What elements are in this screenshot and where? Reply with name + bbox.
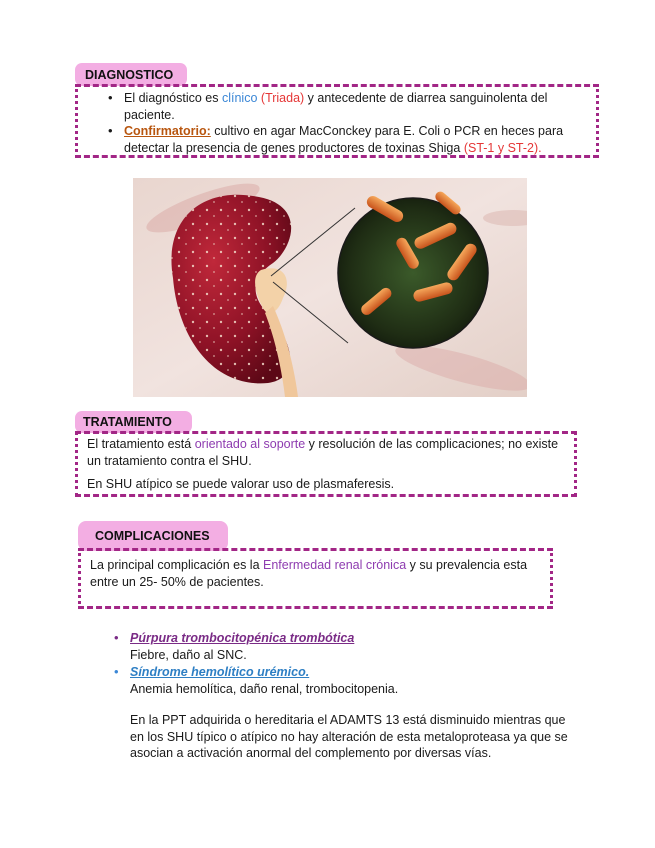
kidney-bacteria-illustration — [133, 178, 527, 397]
tratamiento-text — [87, 436, 567, 493]
trat-p1-pre: El tratamiento está — [87, 437, 195, 451]
diagnostico-bullet-2 — [102, 123, 582, 156]
diag-b2-label: Confirmatorio: — [124, 124, 211, 138]
ptt-title: Púrpura trombocitopénica trombótica — [130, 631, 355, 645]
tratamiento-p2: En SHU atípico se puede valorar uso de plasmaferesis. — [87, 477, 395, 491]
illustration-svg — [133, 178, 527, 397]
complicaciones-text — [90, 557, 545, 590]
diagnostico-bullet-1 — [102, 90, 582, 123]
shu-desc: Anemia hemolítica, daño renal, trombocitopenia. — [130, 681, 399, 696]
comp-p1-post: y su prevalencia esta entre un 25- 50% de pacientes. — [90, 558, 528, 589]
diag-b2-text: cultivo en agar MacConckey para E. Coli o PCR en heces para detectar la presencia de genes productores de toxinas Shiga — [124, 124, 564, 155]
diag-b2-toxins: (ST-1 y ST-2). — [463, 140, 542, 155]
shu-title: Síndrome hemolítico urémico. — [130, 665, 310, 679]
trat-p1-post: y resolución de las complicaciones; no existe un tratamiento contra el SHU. — [87, 437, 559, 468]
diag-b1-clinico: clínico — [221, 91, 258, 105]
list-item-shu — [108, 664, 578, 697]
complicaciones-heading — [78, 521, 228, 551]
diagnostico-list — [102, 90, 582, 156]
diag-b1-pre: El diagnóstico es — [124, 91, 222, 105]
list-item-ptt — [108, 630, 578, 663]
complicaciones-heading-text: COMPLICACIONES — [95, 529, 210, 543]
tratamiento-heading — [75, 411, 192, 433]
comp-p1-hl: Enfermedad renal crónica — [263, 558, 407, 572]
trat-p1-hl: orientado al soporte — [194, 437, 306, 451]
ptt-desc: Fiebre, daño al SNC. — [130, 647, 247, 662]
adamts-paragraph: En la PPT adquirida o hereditaria el ADAMTS 13 está disminuido mientras que en los SHU típico o atípico no hay alteración de esta metaloproteasa ya que se asocian a activación anormal del complemento por diversas vías. — [130, 713, 568, 760]
tratamiento-heading-text: TRATAMIENTO — [83, 415, 172, 429]
diag-b1-triada: (Triada) — [260, 91, 305, 105]
diagnostico-heading-text: DIAGNOSTICO — [85, 67, 174, 82]
diagnostico-heading — [75, 63, 187, 86]
complications-list — [108, 630, 578, 697]
diag-b1-post: y antecedente de diarrea sanguinolenta del paciente. — [124, 91, 548, 122]
comp-p1-pre: La principal complicación es la — [90, 558, 264, 572]
tratamiento-p1 — [87, 436, 567, 469]
